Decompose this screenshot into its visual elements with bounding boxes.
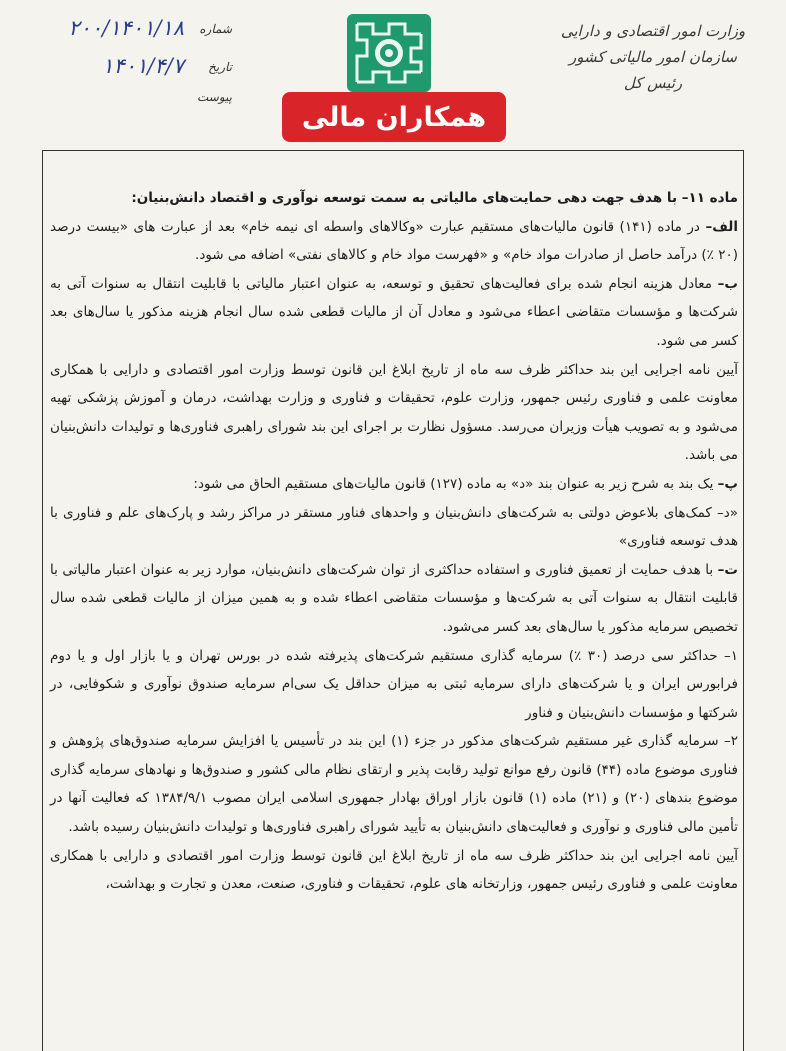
date-label: تاریخ (208, 60, 232, 74)
item-1: ۱– حداکثر سی درصد (۳۰ ٪) سرمایه گذاری مستقیم شرکت‌های پذیرفته شده در بورس تهران و یا بازار اول و یا دوم فرابورس ایران و یا شرکت‌های دارای سرمایه ثبتی به میزان حداقل یک سی‌ام سرمایه صندوق نوآوری و شکوفایی، در شرکتها و مؤسسات دانش‌بنیان و فناور (50, 647, 738, 721)
clause-alef-text: در ماده (۱۴۱) قانون مالیات‌های مستقیم عبارت «وکالاهای واسطه ای نیمه خام» بعد از عبارت های «بیست درصد (۲۰ ٪) درآمد حاصل از صادرات مواد خام» و «فهرست مواد خام و کالاهای نفتی» اضافه می شود. (50, 218, 738, 264)
letterhead (0, 0, 786, 150)
number-value: ۲۰۰/۱۴۰۱/۱۸ (68, 16, 184, 40)
signatory-title: رئیس کل (623, 74, 683, 92)
item-2: ۲– سرمایه گذاری غیر مستقیم شرکت‌های مذکور در جزء (۱) این بند در تأسیس یا افزایش سرمایه صندوق‌های پژوهش و فناوری موضوع ماده (۴۴) قانون رفع موانع تولید رقابت پذیر و ارتقای نظام مالی کشور و صندوق‌ها و نهادهای سرمایه گذاری موضوع بندهای (۲۰) و (۲۱) ماده (۱) قانون بازار اوراق بهادار جمهوری اسلامی ایران مصوب ۱۳۸۴/۹/۱ که فعالیت آنها در تأمین مالی فناوری و نوآوری و فعالیت‌های دانش‌بنیان به تأیید شورای راهبری فناوری‌ها و تولیدات دانش‌بنیان رسیده باشد. (50, 733, 739, 836)
attachment-label: پیوست (197, 90, 232, 104)
tax-organization-logo (343, 12, 435, 94)
clause-te-regulation: آیین نامه اجرایی این بند حداکثر ظرف سه ماه از تاریخ ابلاغ این قانون توسط وزارت امور اقتصادی و دارایی با همکاری معاونت علمی و فناوری رئیس جمهور، وزارتخانه های علوم، تحقیقات و فناوری، صنعت، معدن و تجارت و بهداشت، (50, 847, 738, 893)
clause-te (50, 556, 738, 642)
article-title: ماده ۱۱– با هدف جهت دهی حمایت‌های مالیاتی به سمت توسعه نوآوری و اقتصاد دانش‌بنیان: (131, 190, 738, 206)
ministry-name: وزارت امور اقتصادی و دارایی (560, 22, 746, 40)
law-text (50, 184, 738, 899)
clause-be-text: معادل هزینه انجام شده برای فعالیت‌های تحقیق و توسعه، به عنوان اعتبار مالیاتی با قابلیت انتقال به سنوات آتی به شرکت‌ها و مؤسسات متقاضی اعطاء می‌شود و معادل آن از مالیات قطعی شده سال انجام هزینه مذکور یا سال‌های بعد کسر می شود. (50, 275, 738, 349)
clause-alef-head: الف– (705, 218, 738, 235)
clause-te-head: ت– (717, 561, 738, 578)
watermark-badge: همکاران مالی (282, 92, 506, 142)
clause-be-head: ب– (717, 275, 738, 292)
clause-be-regulation: آیین نامه اجرایی این بند حداکثر ظرف سه ماه از تاریخ ابلاغ این قانون توسط وزارت امور اقتصادی و دارایی با همکاری معاونت علمی و فناوری رئیس جمهور، وزارت علوم، تحقیقات و فناوری و وزارت بهداشت، درمان و آموزش پزشکی تهیه می‌شود و به تصویب هیأت وزیران می‌رسد. مسؤول نظارت بر اجرای این بند شورای راهبری فناوری‌ها و تولیدات دانش‌بنیان می باشد. (50, 361, 738, 464)
number-label: شماره (199, 22, 232, 36)
attachment-row (22, 84, 232, 114)
number-row (22, 16, 232, 46)
clause-pe-head: پ– (717, 475, 738, 492)
clause-pe (50, 470, 738, 499)
clause-dal: «د– کمک‌های بلاعوض دولتی به شرکت‌های دانش‌بنیان و واحدهای فناور مستقر در مراکز رشد و پارک‌های علم و فناوری با هدف توسعه فناوری» (50, 504, 738, 550)
organization-name: سازمان امور مالیاتی کشور (569, 48, 737, 66)
clause-te-text: با هدف حمایت از تعمیق فناوری و استفاده حداکثری از توان شرکت‌های دانش‌بنیان، موارد زیر به عنوان اعتبار مالیاتی با قابلیت انتقال به سنوات آتی به شرکت‌ها و مؤسسات متقاضی اعطاء شده و به همین میزان از مالیات قطعی شده سال تخصیص سرمایه مذکور یا سال‌های بعد کسر می‌شود. (50, 561, 738, 635)
document-meta (22, 14, 232, 114)
date-row (22, 54, 232, 84)
clause-be (50, 270, 738, 356)
clause-pe-text: یک بند به شرح زیر به عنوان بند «د» به ماده (۱۲۷) قانون مالیات‌های مستقیم الحاق می شود: (193, 475, 718, 492)
clause-alef (50, 213, 738, 270)
ministry-header (538, 18, 768, 96)
date-value: ۱۴۰۱/۴/۷ (102, 54, 184, 78)
